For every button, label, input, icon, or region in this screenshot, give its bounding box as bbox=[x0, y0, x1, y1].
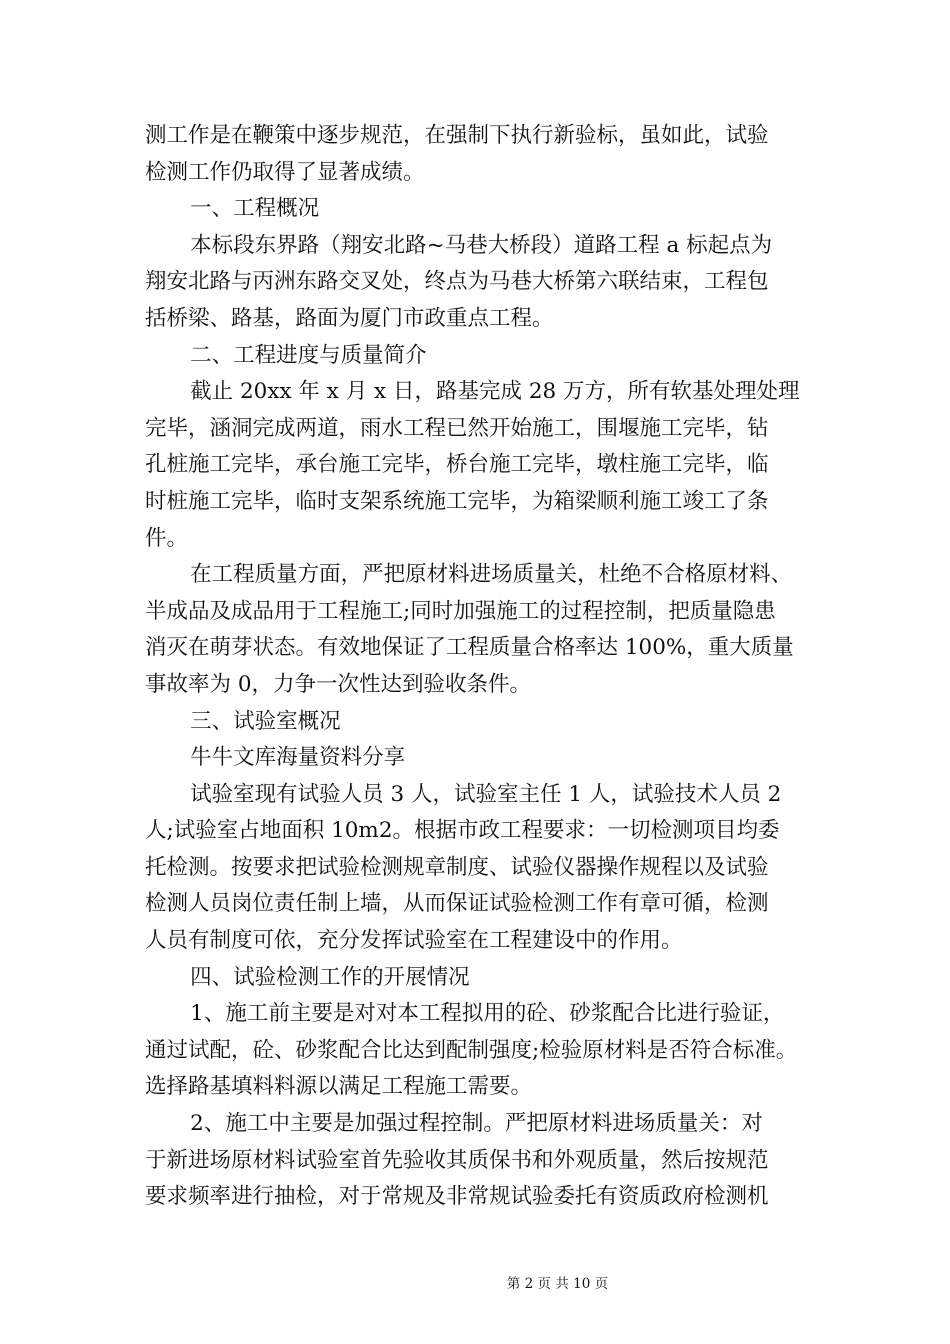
text-line: 托检测。按要求把试验检测规章制度、试验仪器操作规程以及试验 bbox=[145, 854, 769, 880]
text-line: 人员有制度可依，充分发挥试验室在工程建设中的作用。 bbox=[145, 928, 683, 954]
text-line: 检测工作仍取得了显著成绩。 bbox=[145, 159, 425, 185]
text-line: 二、工程进度与质量简介 bbox=[190, 342, 427, 368]
text-line: 消灭在萌芽状态。有效地保证了工程质量合格率达 100%，重大质量 bbox=[145, 635, 794, 661]
text-line: 事故率为 0，力争一次性达到验收条件。 bbox=[145, 671, 532, 697]
text-line: 试验室现有试验人员 3 人，试验室主任 1 人，试验技术人员 2 bbox=[190, 781, 782, 807]
text-line: 牛牛文库海量资料分享 bbox=[190, 745, 406, 771]
text-line: 四、试验检测工作的开展情况 bbox=[190, 964, 470, 990]
text-line: 要求频率进行抽检，对于常规及非常规试验委托有资质政府检测机 bbox=[145, 1184, 769, 1210]
text-line: 完毕，涵洞完成两道，雨水工程已然开始施工，围堰施工完毕，钻 bbox=[145, 415, 769, 441]
text-line: 选择路基填料料源以满足工程施工需要。 bbox=[145, 1074, 533, 1100]
document-body bbox=[145, 118, 809, 1216]
text-line: 件。 bbox=[145, 525, 189, 551]
page-footer: 第 2 页 共 10 页 bbox=[506, 1276, 609, 1292]
text-line: 在工程质量方面，严把原材料进场质量关，杜绝不合格原材料、 bbox=[190, 562, 793, 588]
text-line: 截止 20xx 年 x 月 x 日，路基完成 28 万方，所有软基处理处理 bbox=[190, 379, 800, 405]
text-line: 一、工程概况 bbox=[190, 196, 320, 222]
text-line: 翔安北路与丙洲东路交叉处，终点为马巷大桥第六联结束，工程包 bbox=[145, 269, 769, 295]
text-line: 通过试配，砼、砂浆配合比达到配制强度;检验原材料是否符合标准。 bbox=[145, 1037, 798, 1063]
text-line: 括桥梁、路基，路面为厦门市政重点工程。 bbox=[145, 305, 554, 331]
text-line: 1、施工前主要是对对本工程拟用的砼、砂浆配合比进行验证， bbox=[190, 1001, 785, 1027]
text-line: 2、施工中主要是加强过程控制。严把原材料进场质量关：对 bbox=[190, 1111, 763, 1137]
text-line: 人;试验室占地面积 10m2。根据市政工程要求：一切检测项目均委 bbox=[145, 818, 780, 844]
text-line: 三、试验室概况 bbox=[190, 708, 341, 734]
text-line: 测工作是在鞭策中逐步规范，在强制下执行新验标，虽如此，试验 bbox=[145, 123, 769, 148]
text-line: 检测人员岗位责任制上墙，从而保证试验检测工作有章可循，检测 bbox=[145, 891, 769, 917]
text-line: 于新进场原材料试验室首先验收其质保书和外观质量，然后按规范 bbox=[145, 1147, 769, 1173]
text-line: 半成品及成品用于工程施工;同时加强施工的过程控制，把质量隐患 bbox=[145, 598, 776, 624]
text-line: 时桩施工完毕，临时支架系统施工完毕，为箱梁顺利施工竣工了条 bbox=[145, 488, 769, 514]
text-line: 孔桩施工完毕，承台施工完毕，桥台施工完毕，墩柱施工完毕，临 bbox=[145, 452, 769, 478]
text-line: 本标段东界路（翔安北路~马巷大桥段）道路工程 a 标起点为 bbox=[190, 232, 773, 258]
